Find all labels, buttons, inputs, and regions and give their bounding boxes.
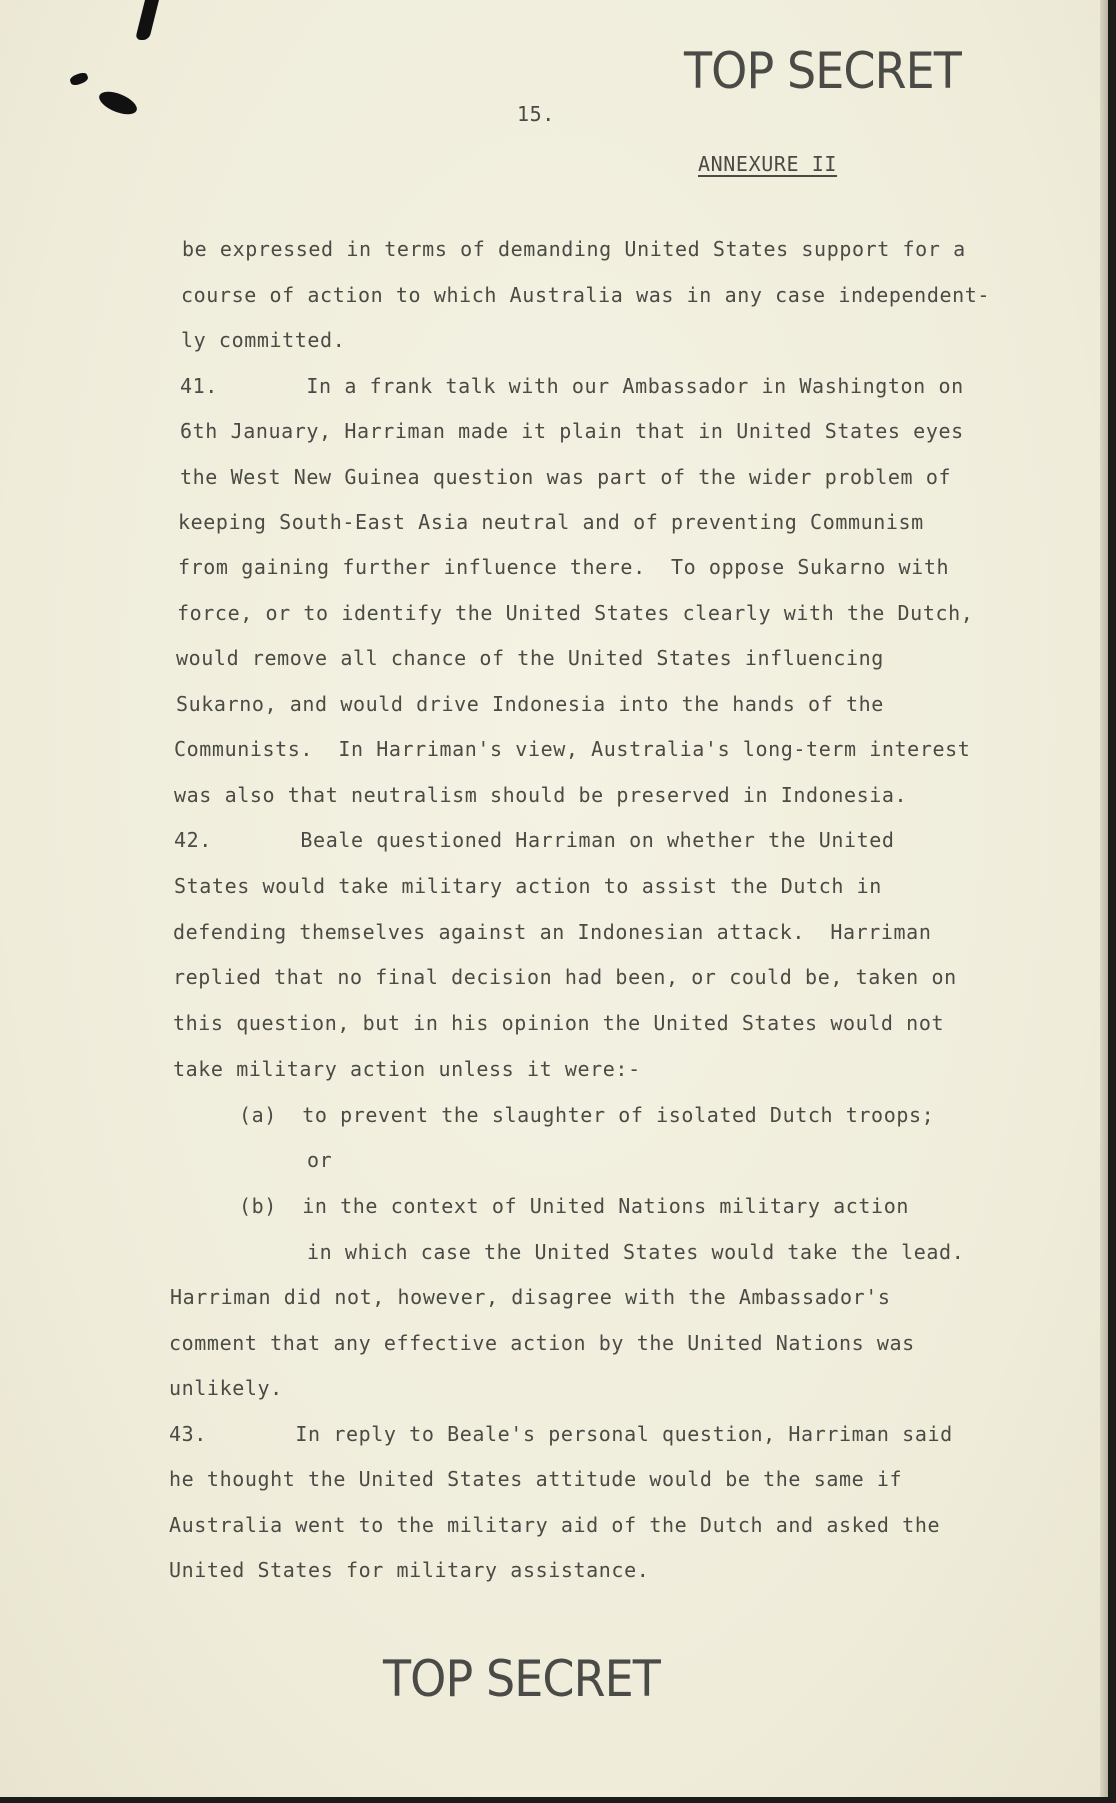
text-line: keeping South-East Asia neutral and of preventing Communism [178, 510, 924, 534]
text-line: Sukarno, and would drive Indonesia into the hands of the [176, 692, 884, 716]
classification-footer: TOP SECRET [383, 1650, 660, 1708]
text-line: or [307, 1148, 333, 1172]
page-number: 15. [517, 102, 555, 126]
text-line: in which case the United States would take the lead. [307, 1240, 965, 1264]
text-line: take military action unless it were:- [173, 1057, 641, 1081]
text-line: Communists. In Harriman's view, Australia's long-term interest [174, 737, 971, 761]
text-line: would remove all chance of the United States influencing [176, 646, 884, 670]
text-line: 42. Beale questioned Harriman on whether the United [174, 828, 895, 852]
text-line: defending themselves against an Indonesian attack. Harriman [173, 920, 932, 944]
text-line: (a) to prevent the slaughter of isolated Dutch troops; [239, 1103, 935, 1127]
text-line: the West New Guinea question was part of the wider problem of [180, 465, 952, 489]
text-line: (b) in the context of United Nations military action [239, 1194, 909, 1218]
text-line: from gaining further influence there. To oppose Sukarno with [178, 555, 950, 579]
text-line: was also that neutralism should be preserved in Indonesia. [174, 783, 908, 807]
page-edge [1100, 0, 1108, 1797]
text-line: States would take military action to assist the Dutch in [174, 874, 882, 898]
text-line: 6th January, Harriman made it plain that in United States eyes [180, 419, 964, 443]
text-line: ly committed. [181, 328, 346, 352]
text-line: he thought the United States attitude would be the same if [169, 1467, 903, 1491]
text-line: replied that no final decision had been, or could be, taken on [173, 965, 957, 989]
text-line: this question, but in his opinion the United States would not [173, 1011, 945, 1035]
text-line: be expressed in terms of demanding United States support for a [182, 237, 966, 261]
text-line: unlikely. [169, 1376, 283, 1400]
classification-header: TOP SECRET [684, 42, 961, 100]
text-line: Harriman did not, however, disagree with the Ambassador's [170, 1285, 891, 1309]
text-line: Australia went to the military aid of the Dutch and asked the [169, 1513, 941, 1537]
text-line: 43. In reply to Beale's personal question, Harriman said [169, 1422, 953, 1446]
text-line: 41. In a frank talk with our Ambassador in Washington on [180, 374, 964, 398]
text-line: course of action to which Australia was in any case independent- [181, 283, 991, 307]
text-line: force, or to identify the United States clearly with the Dutch, [177, 601, 974, 625]
annexure-label: ANNEXURE II [698, 152, 838, 176]
text-line: comment that any effective action by the United Nations was [169, 1331, 915, 1355]
text-line: United States for military assistance. [169, 1558, 650, 1582]
